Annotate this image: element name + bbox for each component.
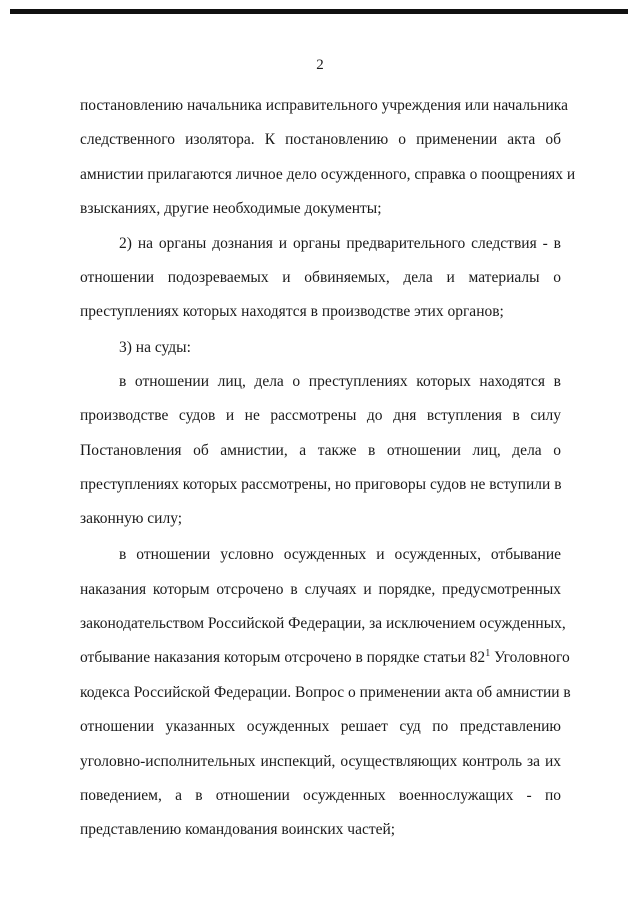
text-line: отношении указанных осужденных решает суд по представлению — [80, 718, 561, 735]
text-segment: Уголовного — [490, 649, 570, 666]
text-line: уголовно-исполнительных инспекций, осуществляющих контроль за их — [80, 753, 561, 770]
text-line: амнистии прилагаются личное дело осужденного, справка о поощрениях и — [80, 166, 576, 183]
text-line: наказания которым отсрочено в случаях и порядке, предусмотренных — [80, 581, 561, 598]
page-number: 2 — [316, 57, 324, 73]
text-line: поведением, а в отношении осужденных военнослужащих - по — [80, 787, 561, 804]
text-line: законодательством Российской Федерации, за исключением осужденных, — [80, 615, 566, 632]
text-line: следственного изолятора. К постановлению о применении акта об — [80, 131, 561, 148]
text-line: отношении подозреваемых и обвиняемых, дела и материалы о — [80, 269, 561, 286]
text-line: кодекса Российской Федерации. Вопрос о применении акта об амнистии в — [80, 684, 571, 701]
text-line: законную силу; — [80, 510, 183, 527]
text-line: Постановления об амнистии, а также в отношении лиц, дела о — [80, 442, 561, 459]
text-line: 3) на суды: — [119, 339, 191, 356]
text-line: постановлению начальника исправительного учреждения или начальника — [80, 97, 568, 114]
text-line: в отношении лиц, дела о преступлениях которых находятся в — [119, 373, 561, 390]
text-line: взысканиях, другие необходимые документы; — [80, 200, 382, 217]
text-line: преступлениях которых рассмотрены, но приговоры судов не вступили в — [80, 476, 562, 493]
text-line: преступлениях которых находятся в производстве этих органов; — [80, 303, 504, 320]
text-line: производстве судов и не рассмотрены до дня вступления в силу — [80, 407, 561, 424]
text-line: 2) на органы дознания и органы предварительного следствия - в — [119, 235, 561, 252]
text-line — [80, 647, 570, 668]
text-line: в отношении условно осужденных и осужденных, отбывание — [119, 546, 561, 563]
text-segment: отбывание наказания которым отсрочено в порядке статьи 82 — [80, 649, 486, 666]
text-line: представлению командования воинских частей; — [80, 821, 396, 838]
superscript: 1 — [485, 647, 491, 659]
scan-top-edge — [10, 9, 628, 14]
